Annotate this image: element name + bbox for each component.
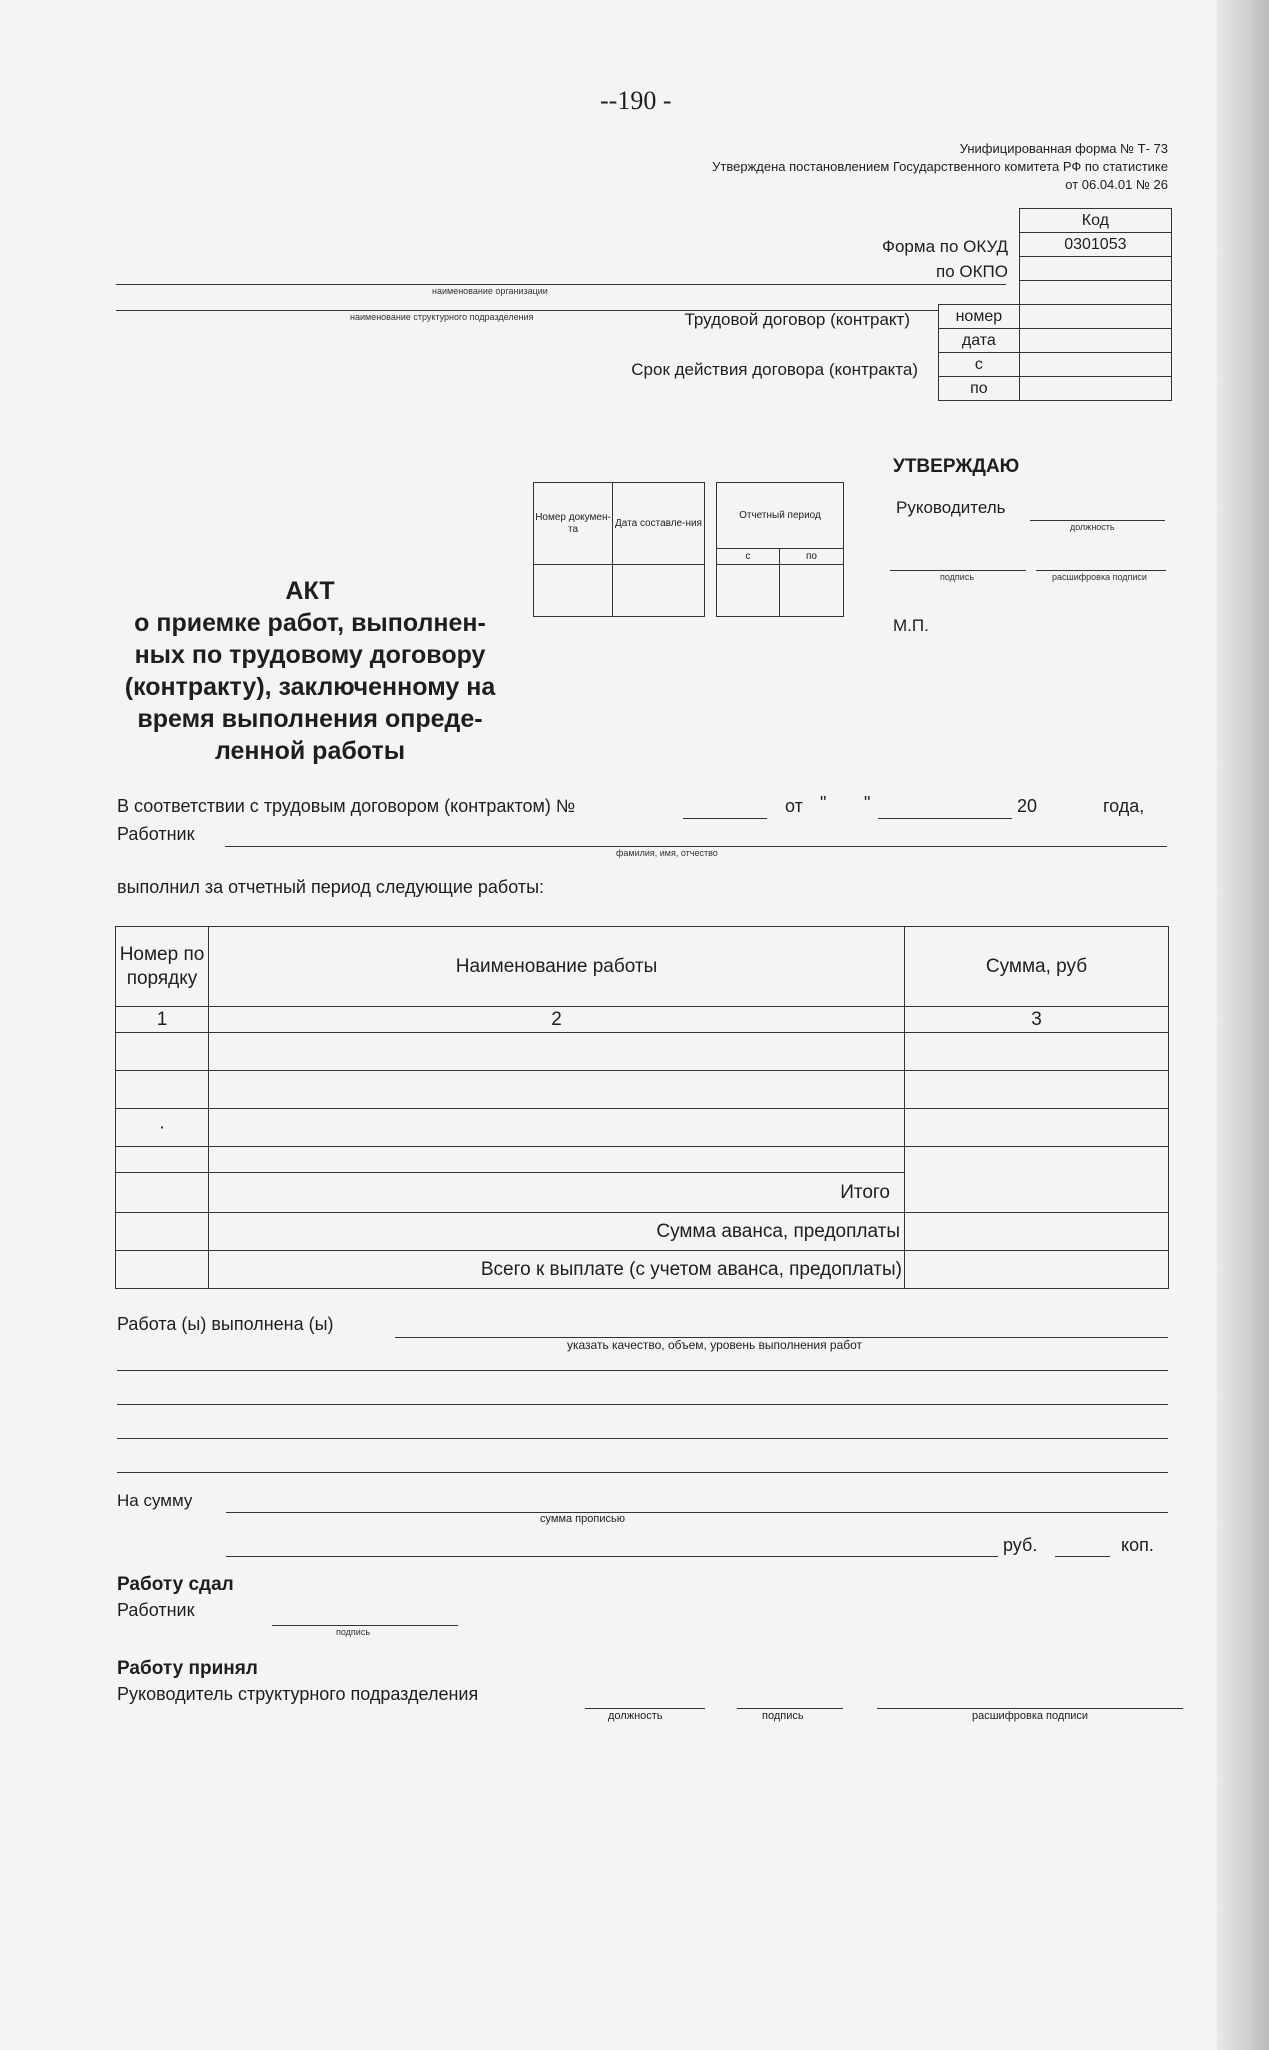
table-row [116, 1109, 209, 1147]
form-header [500, 140, 1168, 194]
quality-caption: указать качество, объем, уровень выполнения работ [567, 1338, 863, 1352]
okud-value: 0301053 [1019, 233, 1171, 257]
term-s-label: с [939, 353, 1020, 377]
period-to-header: по [780, 549, 844, 565]
handed-heading: Работу сдал [117, 1574, 234, 1595]
header-line-2: Утверждена постановлением Государственного комитета РФ по статистике [712, 159, 1168, 174]
approve-signature-caption: подпись [940, 572, 975, 582]
doc-date-header: Дата составле-ния [613, 483, 705, 565]
fio-caption: фамилия, имя, отчество [616, 848, 718, 858]
kop-line [1055, 1556, 1110, 1557]
col-name-index: 2 [209, 1007, 905, 1033]
approve-position-line [1030, 520, 1165, 521]
dept-head-decoding-line [877, 1708, 1183, 1709]
quality-line-4 [117, 1472, 1168, 1473]
dept-head-signature-line [737, 1708, 843, 1709]
dept-head-position-line [585, 1708, 705, 1709]
total-value [905, 1251, 1169, 1289]
approve-decoding-line [1036, 570, 1166, 571]
period-from-value [717, 565, 780, 617]
contract-number-line [683, 818, 767, 819]
term-label: Срок действия договора (контракта) [631, 360, 918, 379]
period-header: Отчетный период [717, 483, 844, 549]
col-number-index: 1 [116, 1007, 209, 1033]
page-edge-shadow [1217, 0, 1269, 2050]
approve-decoding-caption: расшифровка подписи [1052, 572, 1147, 582]
page-number: --190 - [600, 86, 672, 115]
itogo-label: Итого [209, 1173, 905, 1213]
dept-head-position-caption: должность [608, 1710, 663, 1722]
year-prefix: 20 [1017, 796, 1038, 816]
advance-value [905, 1213, 1169, 1251]
kop-label: коп. [1121, 1535, 1154, 1555]
period-from-header: с [717, 549, 780, 565]
okpo-label: по ОКПО [936, 262, 1008, 281]
dept-head-label: Руководитель структурного подразделения [117, 1684, 479, 1704]
stamp-place-label: М.П. [893, 616, 929, 635]
performed-text: выполнил за отчетный период следующие работы: [117, 877, 545, 897]
okpo-value [1019, 257, 1171, 281]
header-line-1: Унифицированная форма № Т- 73 [959, 141, 1168, 156]
kod-header: Код [1019, 209, 1171, 233]
data-label: дата [939, 329, 1020, 353]
col-sum-index: 3 [905, 1007, 1169, 1033]
quality-line-3 [117, 1438, 1168, 1439]
act-title-line-1: АКТ [285, 577, 335, 605]
quote-close: " [864, 793, 871, 813]
doc-number-box [533, 482, 705, 617]
period-to-value [780, 565, 844, 617]
approve-signature-line [890, 570, 1026, 571]
handed-signature-line [272, 1625, 458, 1626]
act-title-line-2: о приемке работ, выполнен- [134, 609, 486, 637]
contract-label: Трудовой договор (контракт) [684, 310, 910, 329]
handed-worker-label: Работник [117, 1600, 195, 1620]
col-name-header: Наименование работы [209, 927, 905, 1007]
header-line-3: от 06.04.01 № 26 [1065, 177, 1168, 192]
amount-rub-line [226, 1556, 998, 1557]
accepted-heading: Работу принял [117, 1658, 258, 1679]
dept-head-decoding-caption: расшифровка подписи [972, 1710, 1089, 1722]
code-empty-cell [1019, 281, 1171, 305]
dept-name-caption: наименование структурного подразделения [350, 312, 534, 322]
contract-number-value [1019, 305, 1171, 329]
report-period-box [716, 482, 844, 617]
quote-open: " [820, 793, 827, 813]
term-to-value [1019, 377, 1171, 401]
org-name-line [116, 284, 1006, 285]
approve-title: УТВЕРЖДАЮ [893, 456, 1020, 477]
approve-head-label: Руководитель [896, 498, 1006, 517]
worker-name-line [225, 846, 1167, 847]
contract-date-value [1019, 329, 1171, 353]
act-title-line-5: время выполнения опреде- [137, 705, 483, 733]
term-po-label: по [939, 377, 1020, 401]
term-from-value [1019, 353, 1171, 377]
table-row [116, 1071, 209, 1109]
amount-words-line [226, 1512, 1168, 1513]
doc-number-header: Номер докумен-та [534, 483, 613, 565]
quality-line-2 [117, 1404, 1168, 1405]
act-title [100, 575, 520, 767]
act-title-line-4: (контракту), заключенному на [124, 673, 496, 701]
itogo-sum-value [905, 1147, 1169, 1213]
handed-signature-caption: подпись [336, 1627, 371, 1637]
ot-label: от [785, 796, 803, 816]
rub-label: руб. [1003, 1535, 1038, 1555]
total-label: Всего к выплате (с учетом аванса, предоплаты) [209, 1251, 905, 1289]
year-label: года, [1103, 796, 1145, 816]
doc-date-value [613, 565, 705, 617]
quality-line-1 [117, 1370, 1168, 1371]
advance-label: Сумма аванса, предоплаты [209, 1213, 905, 1251]
col-number-header: Номер по порядку [116, 927, 209, 1007]
okud-label: Форма по ОКУД [882, 237, 1008, 256]
doc-number-value [534, 565, 613, 617]
act-title-line-3: ных по трудовому договору [134, 641, 486, 669]
amount-words-caption: сумма прописью [540, 1513, 625, 1525]
amount-label: На сумму [117, 1491, 193, 1510]
table-row [116, 1147, 209, 1173]
accordance-text: В соответствии с трудовым договором (контрактом) № [117, 796, 576, 816]
approve-position-caption: должность [1070, 522, 1115, 532]
date-line [878, 818, 1012, 819]
col-sum-header: Сумма, руб [905, 927, 1169, 1007]
act-title-line-6: ленной работы [214, 737, 406, 765]
work-done-label: Работа (ы) выполнена (ы) [117, 1314, 334, 1334]
nomer-label: номер [939, 305, 1020, 329]
org-name-caption: наименование организации [432, 286, 548, 296]
worker-label: Работник [117, 824, 195, 844]
row-dot: · [158, 1116, 166, 1138]
table-row [116, 1033, 209, 1071]
works-table [115, 926, 1169, 1289]
dept-head-signature-caption: подпись [762, 1710, 804, 1722]
